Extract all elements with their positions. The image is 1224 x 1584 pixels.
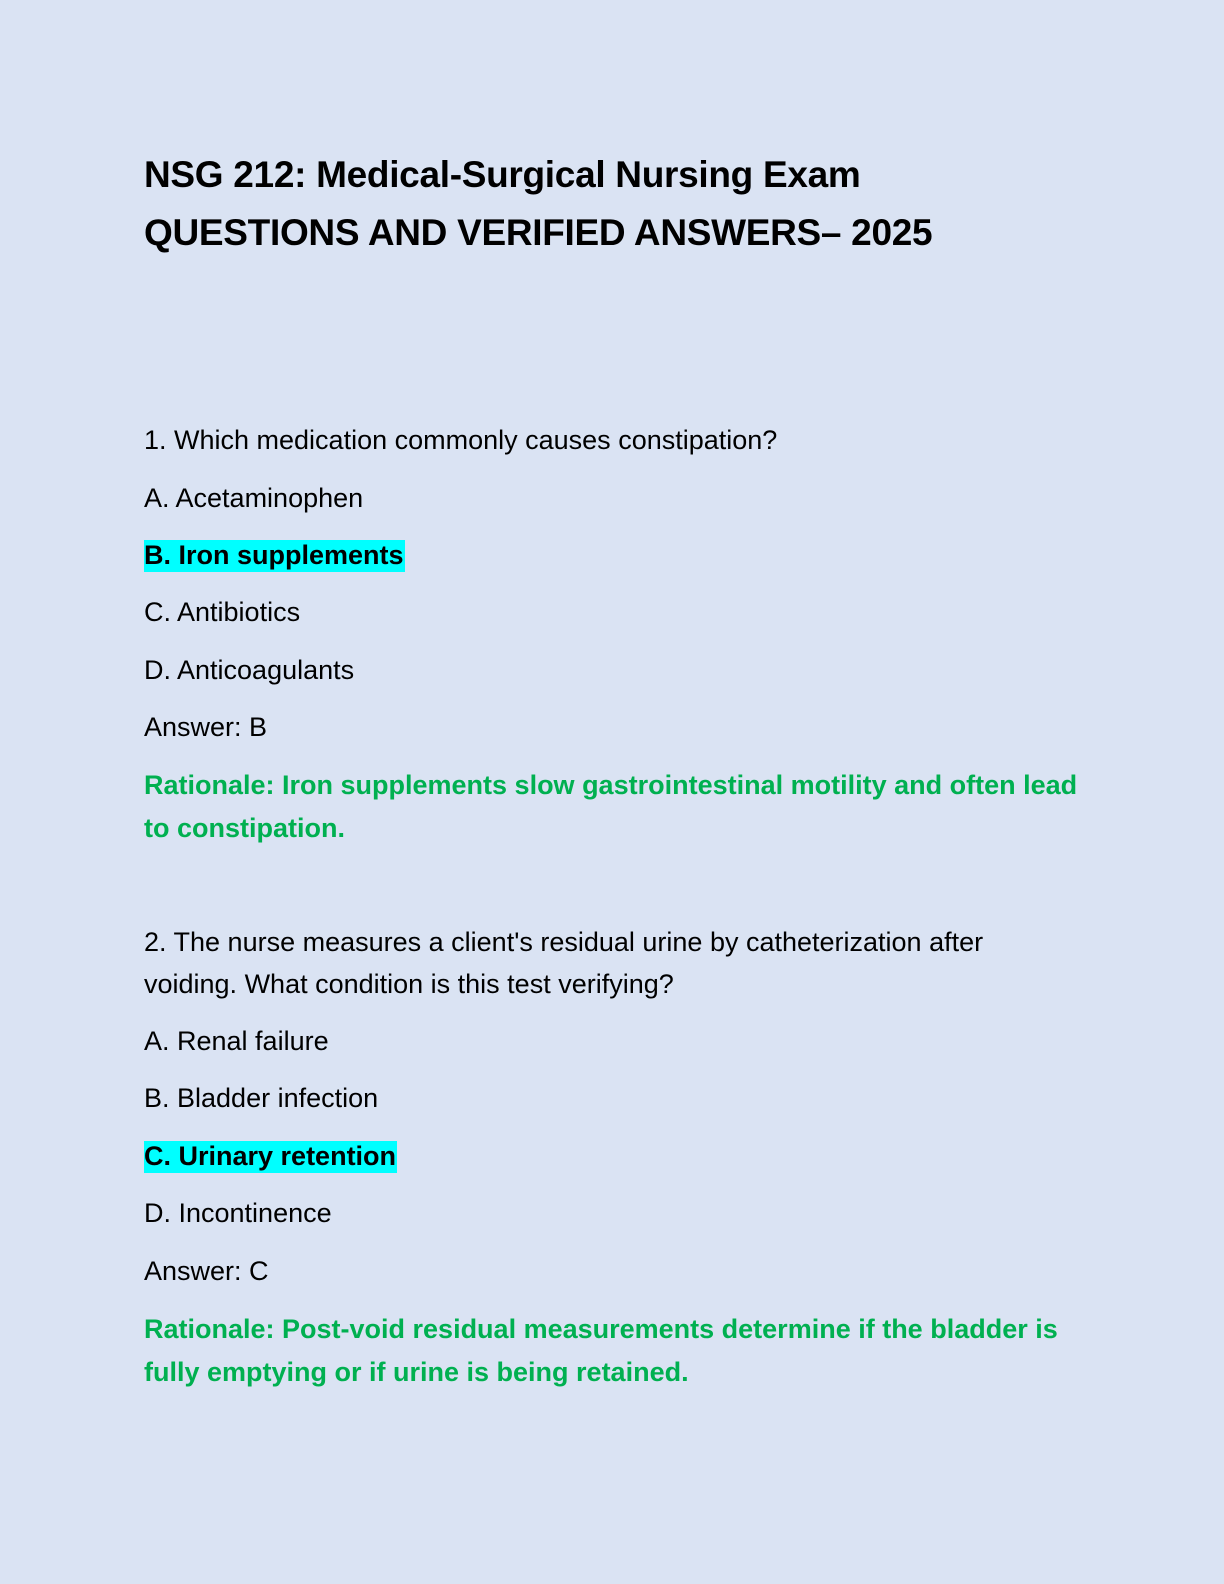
- correct-answer-highlight: C. Urinary retention: [144, 1141, 397, 1171]
- document-title: [144, 146, 1104, 262]
- question-2-option-a: A. Renal failure: [144, 1026, 329, 1056]
- question-2-option-c-correct: [144, 1139, 397, 1173]
- title-line-2: QUESTIONS AND VERIFIED ANSWERS– 2025: [144, 212, 933, 253]
- question-1-rationale: Rationale: Iron supplements slow gastrointestinal motility and often lead to constipation.: [144, 770, 1078, 843]
- question-1-option-b-correct: [144, 538, 405, 572]
- question-2-rationale: Rationale: Post-void residual measurements determine if the bladder is fully emptying or if urine is being retained.: [144, 1314, 1058, 1387]
- question-1-option-a: A. Acetaminophen: [144, 483, 364, 513]
- question-1-answer: Answer: B: [144, 712, 268, 742]
- title-line-1: NSG 212: Medical-Surgical Nursing Exam: [144, 154, 861, 195]
- question-2-answer: Answer: C: [144, 1256, 269, 1286]
- question-1-option-c: C. Antibiotics: [144, 597, 301, 627]
- question-2-prompt: 2. The nurse measures a client's residual urine by catheterization after voiding. What condition is this test verifying?: [144, 927, 984, 999]
- question-1-prompt: 1. Which medication commonly causes constipation?: [144, 425, 778, 455]
- correct-answer-highlight: B. Iron supplements: [144, 540, 404, 570]
- question-1-option-d: D. Anticoagulants: [144, 655, 355, 685]
- question-2-option-b: B. Bladder infection: [144, 1083, 379, 1113]
- question-2-option-d: D. Incontinence: [144, 1198, 332, 1228]
